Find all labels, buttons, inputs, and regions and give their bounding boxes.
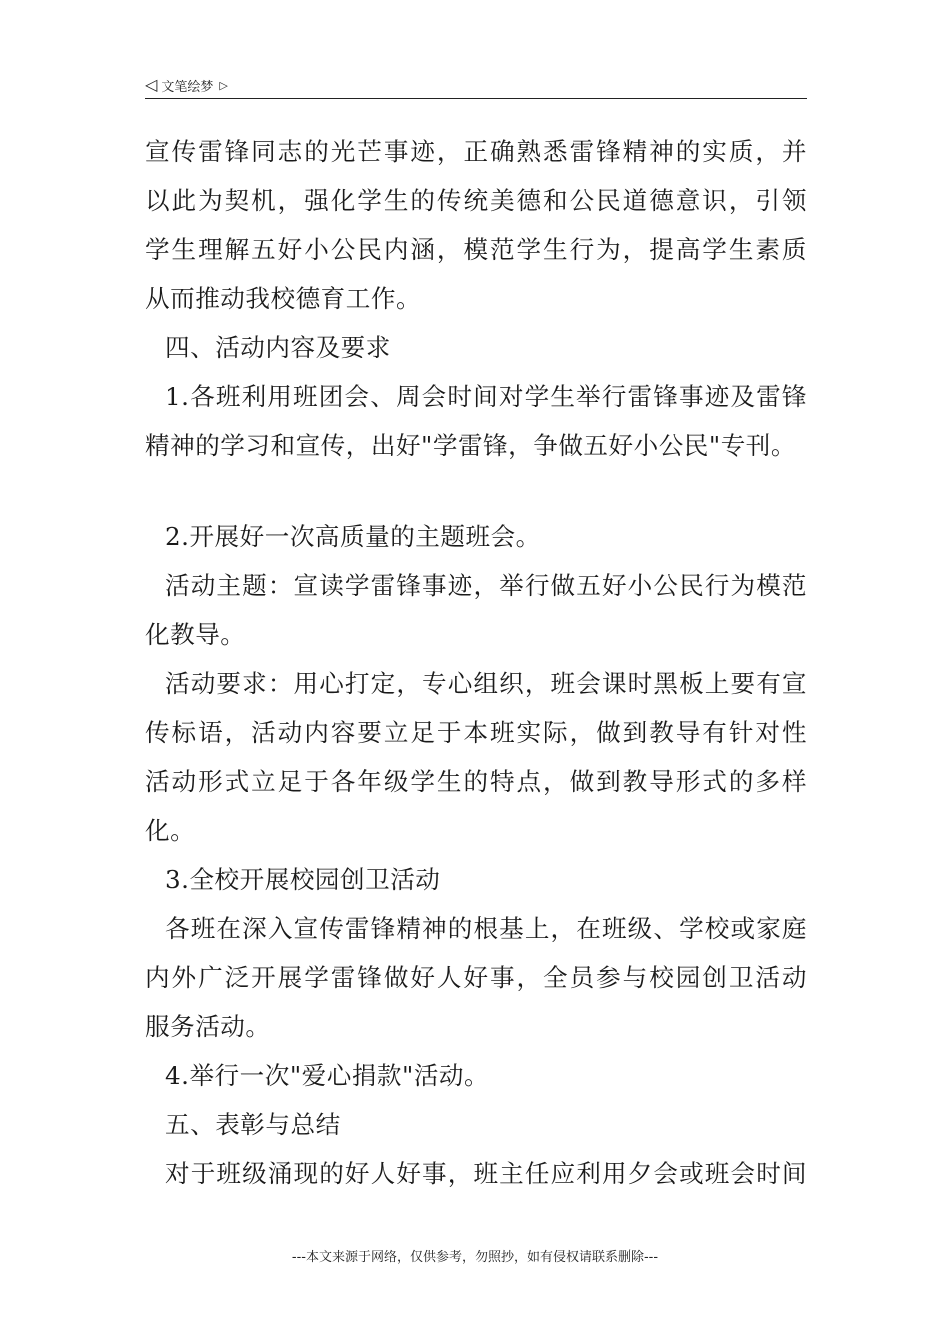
paragraph-line: 对于班级涌现的好人好事，班主任应利用夕会或班会时间 [165, 1159, 807, 1188]
triangle-right-icon: ▷ [219, 78, 228, 92]
paragraph-line: 从而推动我校德育工作。 [145, 284, 422, 313]
paragraph-line: 内外广泛开展学雷锋做好人好事，全员参与校园创卫活动 [145, 963, 807, 992]
section-heading: 四、活动内容及要求 [165, 333, 391, 362]
paragraph-line: 活动主题：宣读学雷锋事迹，举行做五好小公民行为模范 [165, 571, 807, 600]
paragraph-line: 精神的学习和宣传，出好"学雷锋，争做五好小公民"专刊。 [145, 431, 796, 460]
paragraph-line: 化。 [145, 816, 196, 845]
paragraph-line: 化教导。 [145, 620, 246, 649]
paragraph-line: 4.举行一次"爱心捐款"活动。 [165, 1061, 490, 1090]
paragraph-line: 服务活动。 [145, 1012, 271, 1041]
paragraph-line: 1.各班利用班团会、周会时间对学生举行雷锋事迹及雷锋 [165, 382, 807, 411]
section-heading: 五、表彰与总结 [165, 1110, 341, 1139]
blank-gap [145, 470, 807, 512]
paragraph-line: 学生理解五好小公民内涵，模范学生行为，提高学生素质 [145, 235, 807, 264]
paragraph-line: 各班在深入宣传雷锋精神的根基上，在班级、学校或家庭 [165, 914, 807, 943]
page-header [145, 72, 807, 99]
document-body [145, 127, 807, 1198]
paragraph-line: 宣传雷锋同志的光芒事迹，正确熟悉雷锋精神的实质，并 [145, 137, 807, 166]
paragraph-line: 传标语，活动内容要立足于本班实际，做到教导有针对性 [145, 718, 807, 747]
section-heading: 3.全校开展校园创卫活动 [165, 865, 441, 894]
page-footer: ---本文来源于网络，仅供参考，勿照抄，如有侵权请联系删除--- [291, 1250, 659, 1265]
paragraph-line: 活动要求：用心打定，专心组织，班会课时黑板上要有宣 [165, 669, 807, 698]
triangle-left-icon: ◁ [145, 75, 158, 94]
paragraph-line: 活动形式立足于各年级学生的特点，做到教导形式的多样 [145, 767, 807, 796]
paragraph-line: 以此为契机，强化学生的传统美德和公民道德意识，引领 [145, 186, 807, 215]
header-title: 文笔绘梦 [161, 79, 214, 95]
paragraph-line: 2.开展好一次高质量的主题班会。 [165, 522, 541, 551]
